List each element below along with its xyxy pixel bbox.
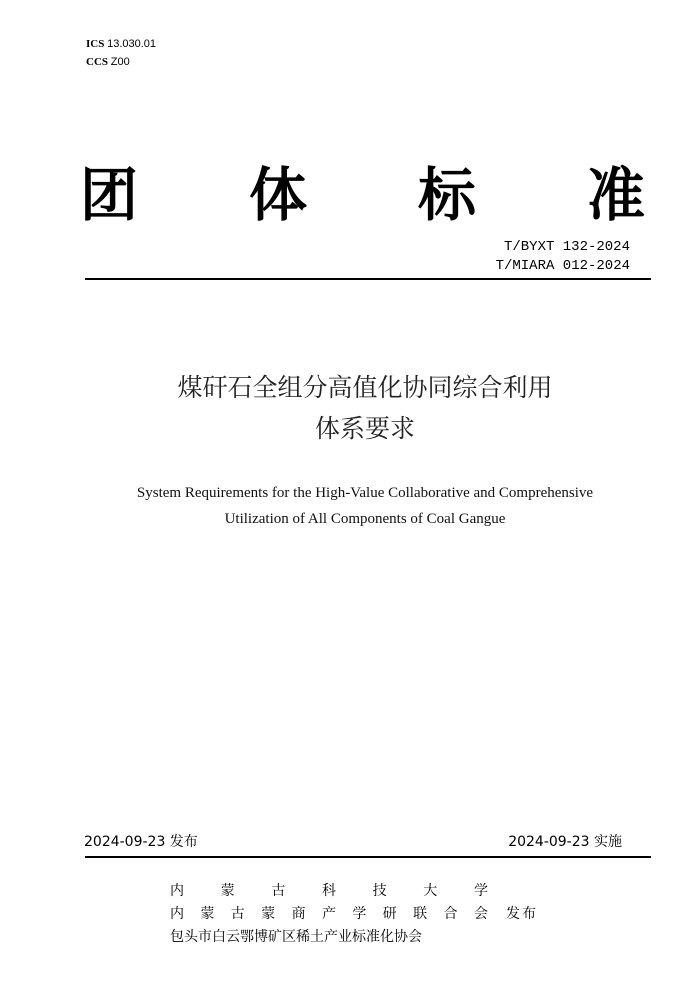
ccs-code: Z00	[110, 56, 130, 68]
ics-code: 13.030.01	[107, 38, 157, 50]
issuer-char: 商	[291, 906, 306, 922]
issuer-char: 产	[321, 906, 336, 922]
issuer-char: 蒙	[261, 906, 276, 922]
document-type-title	[80, 160, 645, 230]
issuers	[170, 880, 538, 949]
issuer-char: 内	[170, 906, 184, 922]
standard-number: T/MIARA 012-2024	[495, 258, 630, 274]
issuer-char: 会	[473, 906, 488, 922]
issuer-char: 大	[423, 883, 438, 899]
issuer-char: 研	[382, 906, 397, 922]
ics-label: ICS	[86, 38, 105, 50]
top-divider	[85, 278, 651, 280]
implement-date: 2024-09-23 实施	[508, 834, 622, 850]
issuer-line-2	[170, 903, 538, 926]
issuer-char: 古	[271, 883, 286, 899]
ics-line	[86, 34, 156, 54]
title-char: 体	[248, 161, 307, 229]
ccs-line	[86, 52, 130, 72]
issuer-line-1	[170, 880, 488, 903]
publish-date: 2024-09-23 发布	[84, 834, 198, 850]
issuer-char: 蒙	[200, 906, 215, 922]
standard-number: T/BYXT 132-2024	[503, 239, 630, 255]
standard-numbers	[496, 238, 630, 276]
issuer-char: 学	[352, 906, 367, 922]
issuer-char: 联	[413, 906, 428, 922]
title-char: 准	[586, 161, 645, 229]
en-title-line-1: System Requirements for the High-Value Collaborative and Comprehensive	[136, 485, 594, 501]
title-char: 团	[80, 161, 139, 229]
title-char: 标	[417, 161, 476, 229]
issuer-line-3: 包头市白云鄂博矿区稀土产业标准化协会	[170, 929, 422, 945]
issuer-char: 技	[372, 883, 387, 899]
en-title-line-2: Utilization of All Components of Coal Gangue	[224, 511, 506, 527]
issuer-char: 古	[230, 906, 245, 922]
issuer-char: 合	[443, 906, 458, 922]
cn-title-line-2: 体系要求	[314, 414, 415, 443]
ccs-label: CCS	[86, 56, 109, 68]
issuer-char: 学	[473, 883, 488, 899]
cn-title-line-1: 煤矸石全组分高值化协同综合利用	[177, 373, 553, 402]
publish-label: 发布	[506, 906, 538, 922]
bottom-divider	[85, 856, 651, 858]
issuer-char: 科	[321, 883, 336, 899]
issuer-char: 蒙	[220, 883, 235, 899]
issuer-char: 内	[170, 883, 184, 899]
